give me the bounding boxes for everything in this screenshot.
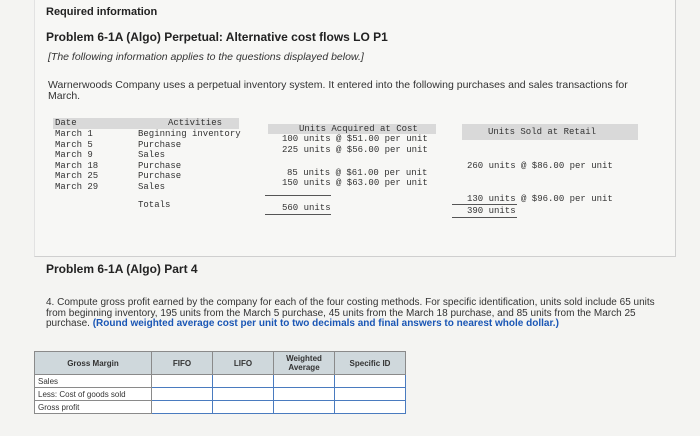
sales-weighted-average-input[interactable] (274, 375, 335, 388)
specific-id-header: Specific ID (335, 352, 406, 375)
total-sold: 390 units (467, 206, 516, 216)
sales-specific-id-input[interactable] (335, 375, 406, 388)
date-row-2: March 5 (55, 139, 93, 150)
table-row (35, 401, 406, 414)
date-header: Date (55, 118, 77, 128)
sold-total-rule (452, 204, 517, 205)
date-row-6: March 29 (55, 182, 99, 192)
sold-header: Units Sold at Retail (488, 127, 597, 137)
date-row-5: March 25 (55, 171, 99, 182)
date-row-1: March 1 (55, 129, 93, 139)
sales-lifo-input[interactable] (213, 375, 274, 388)
activities-header: Activities (168, 118, 223, 128)
rounding-instruction: (Round weighted average cost per unit to two decimals and final answers to nearest whole dollar.) (92, 318, 559, 329)
info-note: [The following information applies to the questions displayed below.] (48, 51, 364, 63)
date-row-3: March 9 (55, 150, 93, 161)
table-row (35, 388, 406, 401)
acquired-row-4: 85 units @ $61.00 per unit (287, 168, 428, 178)
gross-profit-weighted-average-input[interactable] (274, 401, 335, 414)
cogs-weighted-average-input[interactable] (274, 388, 335, 401)
gross-profit-fifo-input[interactable] (152, 401, 213, 414)
gross-profit-lifo-input[interactable] (213, 401, 274, 414)
table-row (35, 375, 406, 388)
cogs-lifo-input[interactable] (213, 388, 274, 401)
gross-margin-header: Gross Margin (35, 352, 152, 375)
sold-row-3: 260 units @ $86.00 per unit (467, 161, 613, 171)
totals-label: Totals (138, 200, 171, 210)
acquired-row-5: 150 units @ $63.00 per unit (282, 178, 428, 188)
activity-row-4: Purchase (138, 160, 182, 171)
sales-label: Sales (35, 375, 152, 388)
sold-row-6: 130 units @ $96.00 per unit (467, 194, 613, 204)
activity-row-2: Purchase (138, 139, 182, 150)
acquired-row-1: 100 units @ $51.00 per unit (282, 134, 428, 144)
gross-profit-specific-id-input[interactable] (335, 401, 406, 414)
acquired-total-underline (265, 214, 331, 215)
acquired-row-2: 225 units @ $56.00 per unit (282, 145, 428, 155)
part4-title: Problem 6-1A (Algo) Part 4 (46, 262, 198, 276)
activity-row-3: Sales (138, 150, 166, 161)
sold-total-underline (452, 217, 517, 218)
activity-row-1: Beginning inventory (138, 129, 241, 139)
question-text: 4. Compute gross profit earned by the company for each of the four costing methods. For specific identification, units sold include 65 units from beginning inventory, 195 units from the March 5 purchase, 45 units from the March 18 purchase, and 85 units from the March 25 purchase. (46, 297, 655, 329)
cogs-specific-id-input[interactable] (335, 388, 406, 401)
fifo-header: FIFO (152, 352, 213, 375)
sales-fifo-input[interactable] (152, 375, 213, 388)
weighted-average-header: Weighted Average (274, 352, 335, 375)
gross-margin-table (34, 351, 406, 414)
required-info-heading: Required information (46, 6, 158, 18)
gross-profit-label: Gross profit (35, 401, 152, 414)
intro-text: Warnerwoods Company uses a perpetual inventory system. It entered into the following purchases and sales transactions for March. (48, 79, 628, 102)
activity-row-5: Purchase (138, 171, 182, 182)
date-row-4: March 18 (55, 160, 99, 171)
problem-title: Problem 6-1A (Algo) Perpetual: Alternative cost flows LO P1 (46, 30, 388, 44)
cogs-label: Less: Cost of goods sold (35, 388, 152, 401)
total-acquired: 560 units (282, 203, 331, 213)
table-header-row (35, 352, 406, 375)
cogs-fifo-input[interactable] (152, 388, 213, 401)
activity-row-6: Sales (138, 182, 166, 192)
acquired-header: Units Acquired at Cost (299, 124, 418, 134)
lifo-header: LIFO (213, 352, 274, 375)
acquired-total-rule (265, 195, 331, 196)
part4-question (46, 298, 661, 330)
